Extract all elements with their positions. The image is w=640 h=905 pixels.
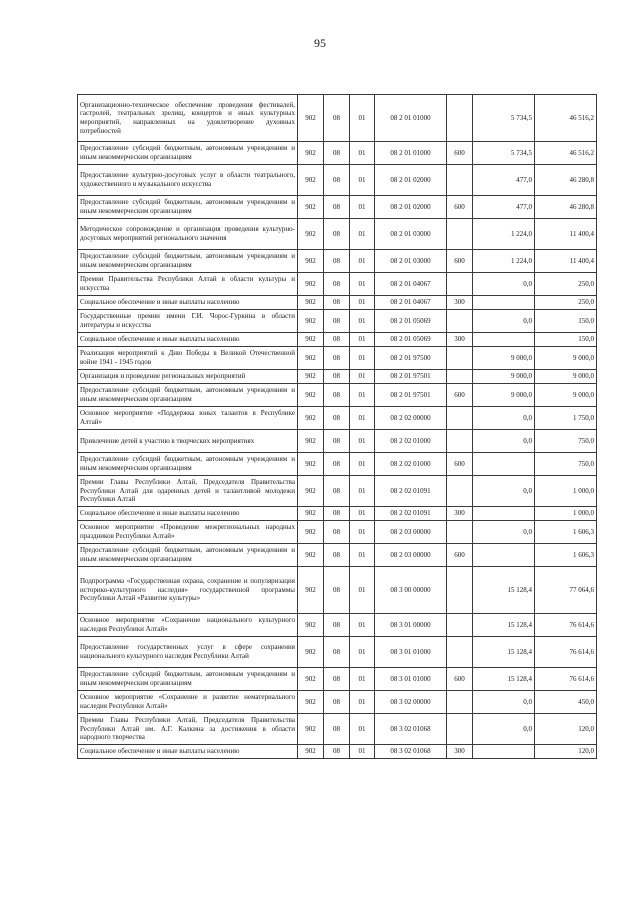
row-grbs: 902 [298,521,324,544]
row-amount-year-1: 15 128,4 [473,637,535,668]
table-row [78,476,597,507]
row-expense-type: 300 [447,745,473,759]
row-amount-year-2: 450,0 [535,691,597,714]
row-amount-year-2: 9 000,0 [535,347,597,370]
row-target-article: 08 2 02 01091 [375,476,447,507]
row-name: Премии Главы Республики Алтай, Председателя Правительства Республики Алтай им. А.Г. Калкина за достижения в области народного творчества [78,714,298,745]
row-section: 08 [324,347,350,370]
row-amount-year-1 [473,544,535,567]
row-amount-year-1: 0,0 [473,521,535,544]
row-name: Подпрограмма «Государственная охрана, сохранение и популяризация историко-культурного наследия» государственной программы Республики Алтай «Развитие культуры» [78,567,298,614]
row-expense-type [447,637,473,668]
row-name: Привлечение детей к участию в творческих мероприятиях [78,430,298,453]
table-row [78,273,597,296]
row-amount-year-1: 0,0 [473,430,535,453]
row-expense-type [447,310,473,333]
row-subsection: 01 [350,544,375,567]
page-number: 95 [314,36,326,50]
table-row [78,668,597,691]
row-expense-type [447,347,473,370]
row-subsection: 01 [350,333,375,347]
table-row [78,430,597,453]
row-subsection: 01 [350,310,375,333]
row-subsection: 01 [350,691,375,714]
row-target-article: 08 2 01 04067 [375,296,447,310]
row-name: Предоставление субсидий бюджетным, автономным учреждениям и иным некоммерческим организациям [78,142,298,165]
row-target-article: 08 3 01 00000 [375,614,447,637]
row-expense-type [447,273,473,296]
row-target-article: 08 3 00 00000 [375,567,447,614]
row-grbs: 902 [298,476,324,507]
row-subsection: 01 [350,250,375,273]
row-grbs: 902 [298,453,324,476]
row-expense-type: 600 [447,196,473,219]
row-target-article: 08 2 02 00000 [375,407,447,430]
row-section: 08 [324,333,350,347]
row-amount-year-1: 15 128,4 [473,567,535,614]
row-grbs: 902 [298,250,324,273]
row-target-article: 08 3 01 01000 [375,668,447,691]
row-subsection: 01 [350,476,375,507]
row-target-article: 08 2 01 97501 [375,370,447,384]
table-row [78,567,597,614]
table-row [78,370,597,384]
row-target-article: 08 2 01 02000 [375,196,447,219]
row-grbs: 902 [298,668,324,691]
row-section: 08 [324,476,350,507]
row-section: 08 [324,544,350,567]
row-section: 08 [324,219,350,250]
row-subsection: 01 [350,273,375,296]
row-subsection: 01 [350,507,375,521]
row-section: 08 [324,614,350,637]
row-target-article: 08 2 01 03000 [375,250,447,273]
row-grbs: 902 [298,219,324,250]
row-expense-type [447,567,473,614]
row-amount-year-2: 150,0 [535,333,597,347]
table-row [78,691,597,714]
row-section: 08 [324,668,350,691]
row-amount-year-2: 120,0 [535,714,597,745]
table-row [78,142,597,165]
row-grbs: 902 [298,430,324,453]
table-row [78,165,597,196]
row-expense-type: 600 [447,384,473,407]
row-section: 08 [324,691,350,714]
row-amount-year-1 [473,296,535,310]
row-grbs: 902 [298,95,324,142]
row-name: Предоставление субсидий бюджетным, автономным учреждениям и иным некоммерческим организациям [78,384,298,407]
row-grbs: 902 [298,165,324,196]
row-amount-year-2: 46 516,2 [535,95,597,142]
row-amount-year-2: 250,0 [535,296,597,310]
row-subsection: 01 [350,714,375,745]
row-amount-year-2: 1 000,0 [535,476,597,507]
row-expense-type [447,370,473,384]
row-amount-year-2: 11 400,4 [535,250,597,273]
row-section: 08 [324,370,350,384]
row-amount-year-1: 15 128,4 [473,668,535,691]
row-section: 08 [324,714,350,745]
row-section: 08 [324,567,350,614]
row-amount-year-2: 1 750,0 [535,407,597,430]
row-subsection: 01 [350,196,375,219]
row-subsection: 01 [350,614,375,637]
row-expense-type: 600 [447,250,473,273]
row-grbs: 902 [298,296,324,310]
row-name: Предоставление субсидий бюджетным, автономным учреждениям и иным некоммерческим организациям [78,668,298,691]
row-section: 08 [324,250,350,273]
row-section: 08 [324,453,350,476]
row-amount-year-2: 46 280,8 [535,165,597,196]
row-amount-year-1: 15 128,4 [473,614,535,637]
row-amount-year-1: 0,0 [473,691,535,714]
row-target-article: 08 3 02 01068 [375,745,447,759]
row-section: 08 [324,430,350,453]
table-row [78,507,597,521]
table-row [78,296,597,310]
row-expense-type [447,165,473,196]
row-target-article: 08 2 02 01091 [375,507,447,521]
row-amount-year-2: 9 000,0 [535,370,597,384]
row-amount-year-1: 0,0 [473,310,535,333]
row-amount-year-2: 76 614,6 [535,614,597,637]
table-row [78,310,597,333]
row-amount-year-2: 250,0 [535,273,597,296]
row-grbs: 902 [298,273,324,296]
row-subsection: 01 [350,567,375,614]
row-name: Социальное обеспечение и иные выплаты населению [78,745,298,759]
row-target-article: 08 2 01 02000 [375,165,447,196]
row-subsection: 01 [350,745,375,759]
row-expense-type [447,691,473,714]
row-grbs: 902 [298,691,324,714]
row-expense-type [447,95,473,142]
row-grbs: 902 [298,637,324,668]
row-target-article: 08 2 01 01000 [375,142,447,165]
row-subsection: 01 [350,668,375,691]
table-row [78,453,597,476]
row-amount-year-1 [473,507,535,521]
row-target-article: 08 2 01 04067 [375,273,447,296]
row-grbs: 902 [298,714,324,745]
row-subsection: 01 [350,370,375,384]
table-row [78,637,597,668]
row-target-article: 08 3 02 01068 [375,714,447,745]
row-grbs: 902 [298,745,324,759]
row-amount-year-1: 0,0 [473,273,535,296]
row-section: 08 [324,637,350,668]
row-expense-type: 300 [447,296,473,310]
row-amount-year-1: 9 000,0 [473,347,535,370]
row-name: Предоставление субсидий бюджетным, автономным учреждениям и иным некоммерческим организациям [78,453,298,476]
row-grbs: 902 [298,544,324,567]
row-amount-year-2: 76 614,6 [535,668,597,691]
row-grbs: 902 [298,370,324,384]
row-amount-year-1: 5 734,5 [473,95,535,142]
row-name: Социальное обеспечение и иные выплаты населению [78,296,298,310]
row-grbs: 902 [298,333,324,347]
row-target-article: 08 2 01 05069 [375,333,447,347]
row-expense-type: 600 [447,142,473,165]
row-name: Предоставление субсидий бюджетным, автономным учреждениям и иным некоммерческим организациям [78,250,298,273]
row-subsection: 01 [350,407,375,430]
row-target-article: 08 2 01 97501 [375,384,447,407]
row-name: Методическое сопровождение и организация проведения культурно-досуговых мероприятий регионального значения [78,219,298,250]
row-grbs: 902 [298,567,324,614]
row-grbs: 902 [298,407,324,430]
row-subsection: 01 [350,384,375,407]
row-name: Государственные премии имени Г.И. Чорос-Гуркина в области литературы и искусства [78,310,298,333]
row-target-article: 08 3 01 01000 [375,637,447,668]
row-subsection: 01 [350,637,375,668]
row-expense-type [447,614,473,637]
row-target-article: 08 2 03 00000 [375,544,447,567]
table-body [78,95,597,759]
row-subsection: 01 [350,165,375,196]
row-expense-type [447,219,473,250]
row-subsection: 01 [350,430,375,453]
row-amount-year-1: 477,0 [473,165,535,196]
row-section: 08 [324,165,350,196]
row-target-article: 08 2 02 01000 [375,430,447,453]
row-amount-year-2: 1 606,3 [535,544,597,567]
row-amount-year-1: 5 734,5 [473,142,535,165]
row-name: Основное мероприятие «Сохранение национального культурного наследия Республики Алтай» [78,614,298,637]
row-amount-year-1: 0,0 [473,476,535,507]
table-row [78,384,597,407]
table-row [78,544,597,567]
row-expense-type: 300 [447,333,473,347]
row-expense-type: 600 [447,453,473,476]
table-row [78,407,597,430]
row-grbs: 902 [298,614,324,637]
row-name: Организационно-техническое обеспечение проведения фестивалей, гастролей, театральных зрелищ, концертов и иных культурных мероприятий, направленных на удовлетворение духовных потребностей [78,95,298,142]
row-grbs: 902 [298,384,324,407]
row-amount-year-1: 0,0 [473,714,535,745]
row-grbs: 902 [298,507,324,521]
row-amount-year-2: 750,0 [535,453,597,476]
row-subsection: 01 [350,521,375,544]
row-name: Премии Главы Республики Алтай, Председателя Правительства Республики Алтай для одаренных детей и талантливой молодежи Республики Алтай [78,476,298,507]
row-amount-year-1 [473,333,535,347]
row-amount-year-2: 46 516,2 [535,142,597,165]
table-row [78,196,597,219]
row-section: 08 [324,407,350,430]
row-amount-year-2: 46 280,8 [535,196,597,219]
row-grbs: 902 [298,196,324,219]
table-row [78,714,597,745]
row-amount-year-2: 1 606,3 [535,521,597,544]
row-amount-year-1: 9 000,0 [473,370,535,384]
row-grbs: 902 [298,310,324,333]
row-section: 08 [324,384,350,407]
row-expense-type: 600 [447,668,473,691]
row-section: 08 [324,745,350,759]
row-amount-year-1 [473,745,535,759]
table-row [78,521,597,544]
row-name: Социальное обеспечение и иные выплаты населению [78,507,298,521]
row-target-article: 08 3 02 00000 [375,691,447,714]
table-row [78,250,597,273]
row-name: Предоставление культурно-досуговых услуг в области театрального, художественного и музыкального искусства [78,165,298,196]
table-row [78,614,597,637]
row-amount-year-1: 1 224,0 [473,250,535,273]
row-target-article: 08 2 01 97500 [375,347,447,370]
row-expense-type [447,407,473,430]
row-expense-type [447,476,473,507]
row-target-article: 08 2 01 01000 [375,95,447,142]
table-row [78,95,597,142]
row-name: Социальное обеспечение и иные выплаты населению [78,333,298,347]
row-amount-year-2: 120,0 [535,745,597,759]
table-row [78,219,597,250]
row-amount-year-2: 76 614,6 [535,637,597,668]
row-section: 08 [324,507,350,521]
row-name: Реализация мероприятий к Дню Победы в Великой Отечественной войне 1941 - 1945 годов [78,347,298,370]
row-target-article: 08 2 01 05069 [375,310,447,333]
row-amount-year-1 [473,453,535,476]
row-amount-year-1: 1 224,0 [473,219,535,250]
row-name: Основное мероприятие «Сохранение и развитие нематериального наследия Республики Алтай» [78,691,298,714]
row-target-article: 08 2 03 00000 [375,521,447,544]
row-grbs: 902 [298,347,324,370]
row-subsection: 01 [350,347,375,370]
row-amount-year-1: 9 000,0 [473,384,535,407]
row-name: Предоставление государственных услуг в сфере сохранения национального культурного наследия Республики Алтай [78,637,298,668]
row-amount-year-1: 477,0 [473,196,535,219]
row-subsection: 01 [350,95,375,142]
row-section: 08 [324,296,350,310]
row-section: 08 [324,95,350,142]
row-name: Предоставление субсидий бюджетным, автономным учреждениям и иным некоммерческим организациям [78,544,298,567]
row-section: 08 [324,273,350,296]
row-amount-year-1: 0,0 [473,407,535,430]
row-expense-type [447,714,473,745]
row-name: Премии Правительства Республики Алтай в области культуры и искусства [78,273,298,296]
row-expense-type [447,430,473,453]
table-row [78,347,597,370]
table-row [78,745,597,759]
row-section: 08 [324,142,350,165]
row-amount-year-2: 150,0 [535,310,597,333]
row-amount-year-2: 11 400,4 [535,219,597,250]
row-subsection: 01 [350,142,375,165]
row-target-article: 08 2 02 01000 [375,453,447,476]
row-section: 08 [324,310,350,333]
row-expense-type: 300 [447,507,473,521]
row-section: 08 [324,521,350,544]
row-name: Основное мероприятие «Проведение межрегиональных народных праздников Республики Алтай» [78,521,298,544]
row-expense-type [447,521,473,544]
row-name: Основное мероприятие «Поддержка юных талантов в Республике Алтай» [78,407,298,430]
row-amount-year-2: 77 064,6 [535,567,597,614]
row-section: 08 [324,196,350,219]
row-amount-year-2: 9 000,0 [535,384,597,407]
row-subsection: 01 [350,219,375,250]
row-grbs: 902 [298,142,324,165]
row-subsection: 01 [350,453,375,476]
row-target-article: 08 2 01 03000 [375,219,447,250]
row-name: Предоставление субсидий бюджетным, автономным учреждениям и иным некоммерческим организациям [78,196,298,219]
row-subsection: 01 [350,296,375,310]
table-row [78,333,597,347]
row-name: Организация и проведение региональных мероприятий [78,370,298,384]
row-amount-year-2: 1 000,0 [535,507,597,521]
budget-table [77,94,597,759]
row-amount-year-2: 750,0 [535,430,597,453]
row-expense-type: 600 [447,544,473,567]
